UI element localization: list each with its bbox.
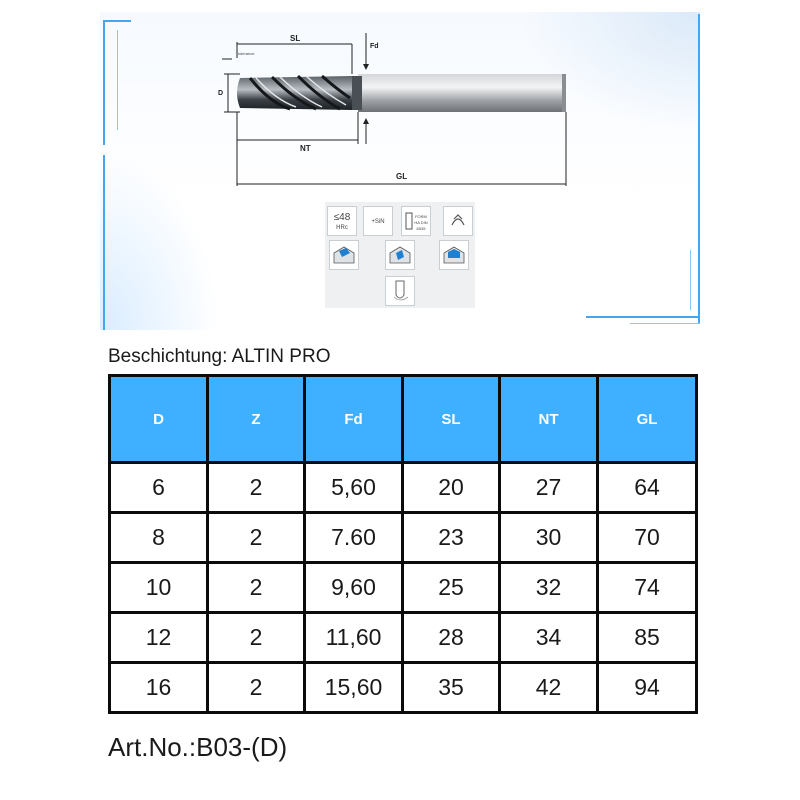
tool-shank — [358, 74, 566, 112]
table-row — [110, 463, 697, 513]
table-cell: 7.60 — [305, 513, 403, 563]
table-cell: 8 — [110, 513, 208, 563]
application-icons-panel — [325, 202, 475, 308]
table-cell: 25 — [403, 563, 500, 613]
tool-shank-end — [562, 74, 566, 112]
d-label: D — [218, 90, 224, 97]
table-cell: 28 — [403, 613, 500, 663]
frame-line — [630, 323, 700, 324]
table-cell: 23 — [403, 513, 500, 563]
table-cell: 2 — [208, 663, 305, 713]
column-header-sl: SL — [403, 376, 500, 463]
table-cell: 74 — [598, 563, 697, 613]
table-cell: 70 — [598, 513, 697, 563]
table-cell: 32 — [500, 563, 598, 613]
nt-label: NT — [300, 144, 311, 153]
tolerance-label: tolerance — [238, 51, 255, 56]
table-cell: 20 — [403, 463, 500, 513]
sl-label: SL — [290, 34, 301, 43]
table-row — [110, 563, 697, 613]
coating-icon — [363, 206, 393, 236]
table-cell: 9,60 — [305, 563, 403, 613]
table-cell: 16 — [110, 663, 208, 713]
hardness-icon — [327, 206, 357, 236]
table-cell: 27 — [500, 463, 598, 513]
table-cell: 64 — [598, 463, 697, 513]
coating-icon-label: +SiN — [371, 219, 385, 225]
column-header-d: D — [110, 376, 208, 463]
frame-line — [103, 155, 105, 330]
table-row — [110, 663, 697, 713]
end-mill-svg — [210, 28, 590, 194]
form-text-2: HA DIN — [414, 220, 428, 225]
fd-arrow-head-lower — [363, 118, 369, 124]
gl-label: GL — [396, 172, 408, 181]
ball-nose-symbol — [386, 277, 414, 305]
table-cell: 2 — [208, 513, 305, 563]
end-mill-drawing — [210, 28, 590, 194]
frame-line — [117, 30, 118, 130]
table-cell: 94 — [598, 663, 697, 713]
table-cell: 30 — [500, 513, 598, 563]
hardness-unit: HRc — [336, 225, 348, 231]
table-cell: 34 — [500, 613, 598, 663]
frame-line — [103, 20, 131, 22]
form-text-1: FORM — [415, 214, 427, 219]
table-cell: 2 — [208, 563, 305, 613]
fd-label: Fd — [370, 43, 379, 50]
ball-nose-icon — [385, 276, 415, 306]
fd-arrow-head — [363, 64, 369, 70]
profiling-icon — [439, 240, 469, 270]
pocketing-icon — [385, 240, 415, 270]
tool-neck — [352, 76, 362, 110]
coolant-symbol — [444, 207, 472, 235]
specification-table — [108, 374, 698, 714]
frame-line — [690, 250, 691, 310]
coating-label: Beschichtung: ALTIN PRO — [108, 346, 331, 367]
column-header-gl: GL — [598, 376, 697, 463]
hardness-value: ≤48 — [333, 212, 351, 223]
form-standard-icon — [401, 206, 431, 236]
table-row — [110, 613, 697, 663]
table-cell: 6 — [110, 463, 208, 513]
table-cell: 35 — [403, 663, 500, 713]
table-cell: 5,60 — [305, 463, 403, 513]
frame-glow-left — [100, 150, 220, 330]
table-cell: 85 — [598, 613, 697, 663]
slotting-icon — [329, 240, 359, 270]
column-header-fd: Fd — [305, 376, 403, 463]
pocketing-symbol — [386, 241, 414, 269]
table-cell: 15,60 — [305, 663, 403, 713]
table-cell: 10 — [110, 563, 208, 613]
frame-line — [586, 316, 698, 318]
table-cell: 12 — [110, 613, 208, 663]
frame-line — [698, 14, 700, 324]
table-cell: 2 — [208, 613, 305, 663]
table-row — [110, 513, 697, 563]
table-cell: 2 — [208, 463, 305, 513]
article-number: Art.No.:B03-(D) — [108, 732, 288, 762]
profiling-symbol — [440, 241, 468, 269]
column-header-nt: NT — [500, 376, 598, 463]
coolant-icon — [443, 206, 473, 236]
slotting-symbol — [330, 241, 358, 269]
table-header-row — [110, 376, 697, 463]
table-cell: 11,60 — [305, 613, 403, 663]
table-cell: 42 — [500, 663, 598, 713]
frame-line — [103, 20, 105, 145]
column-header-z: Z — [208, 376, 305, 463]
form-text-3: 6535 — [416, 226, 426, 231]
